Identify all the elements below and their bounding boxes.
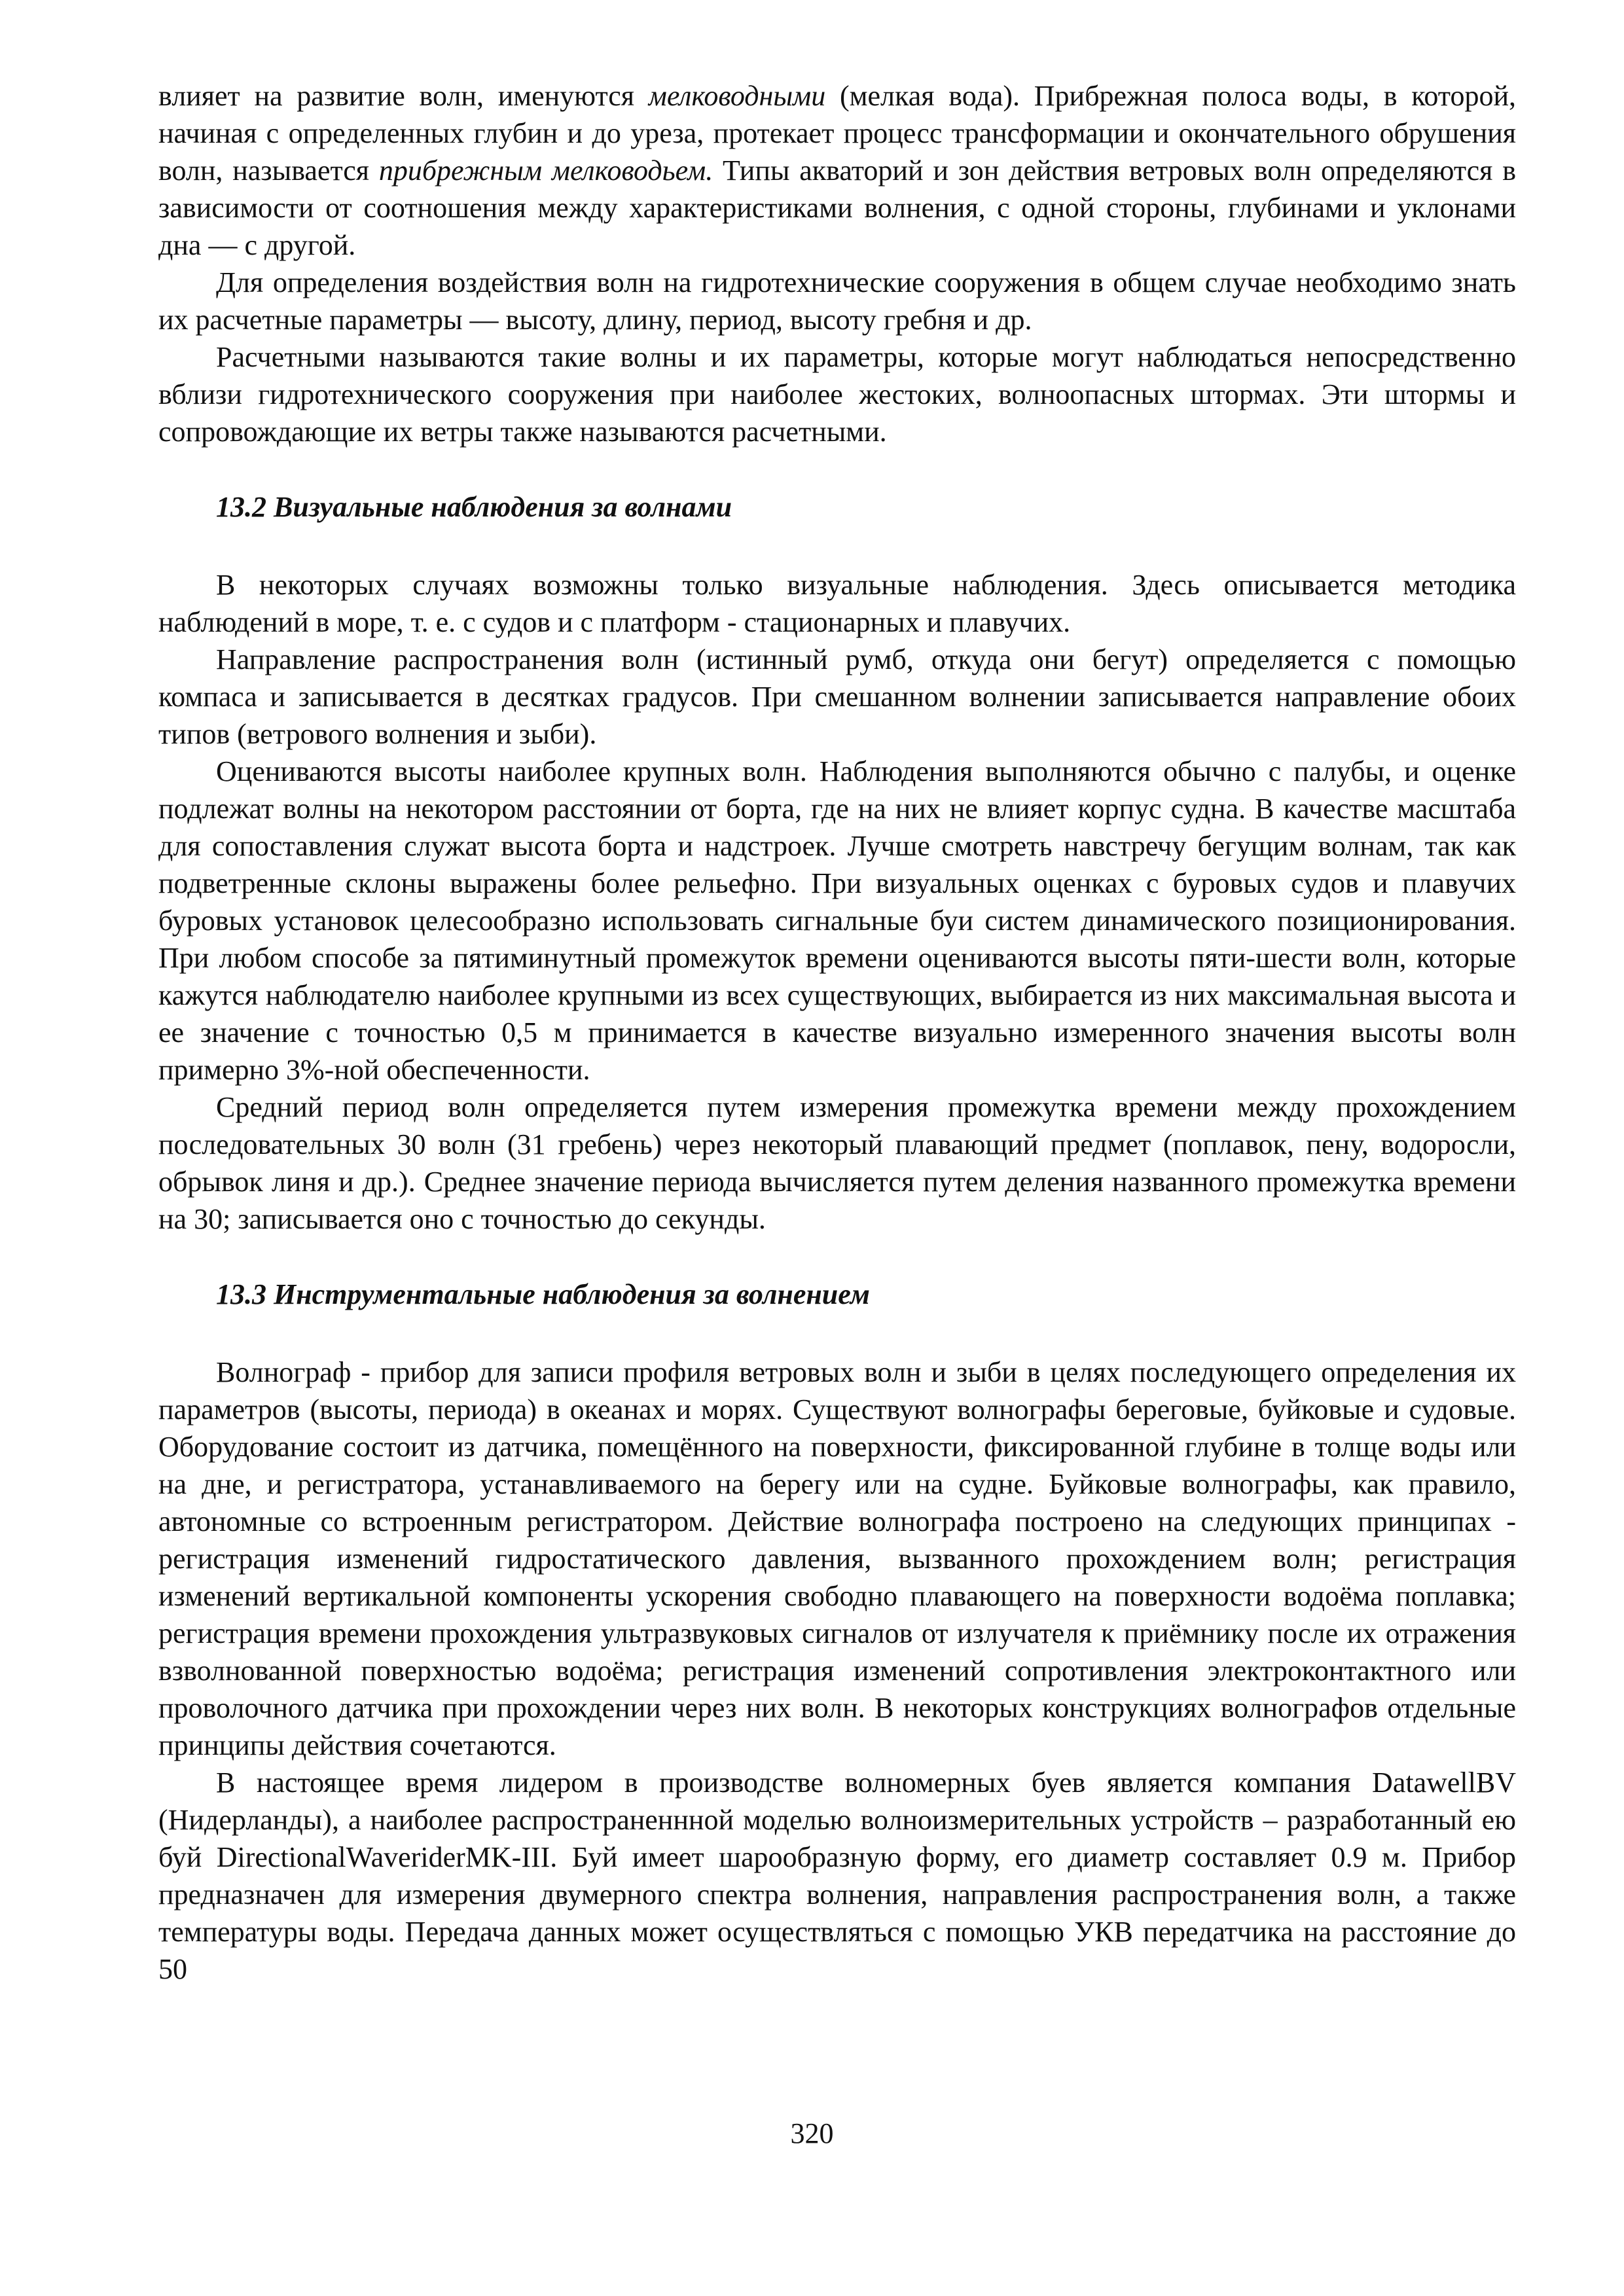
page-number: 320	[790, 2117, 834, 2149]
paragraph-wave-recorder: Волнограф - прибор для записи профиля ветровых волн и зыби в целях последующего определения их параметров (высоты, периода) в океанах и морях. Существуют волнографы береговые, буйковые и судовые. Оборудование состоит из датчика, помещённого на поверхности, фиксированной глубине в толще воды или на дне, и регистратора, устанавливаемого на берегу или на судне. Буйковые волнографы, как правило, автономные со встроенным регистратором. Действие волнографа построено на следующих принципах - регистрация изменений гидростатического давления, вызванного прохождением волн; регистрация изменений вертикальной компоненты ускорения свободно плавающего на поверхности водоёма поплавка; регистрация времени прохождения ультразвуковых сигналов от излучателя к приёмнику после их отражения взволнованной поверхностью водоёма; регистрация изменений сопротивления электроконтактного или проволочного датчика при прохождении через них волн. В некоторых конструкциях волнографов отдельные принципы действия сочетаются.	[158, 1356, 1516, 1761]
text-run: (мелкая вода). Прибрежная полоса воды, в которой, начиная с определенных глубин и до уреза, протекает процесс трансформации и окончательного обрушения волн, называется	[158, 80, 1517, 187]
section-heading-visual-observations: 13.2 Визуальные наблюдения за волнами	[216, 491, 732, 523]
paragraph-visual-methods: В некоторых случаях возможны только визуальные наблюдения. Здесь описывается методика наблюдений в море, т. е. с судов и с платформ - стационарных и плавучих.	[158, 569, 1516, 638]
paragraph-datawell-buoy: В настоящее время лидером в производстве волномерных буев является компания DatawellBV (Нидерланды), а наиболее распространеннной моделью волноизмерительных устройств – разработанный ею буй DirectionalWaveriderMK-III. Буй имеет шарообразную форму, его диаметр составляет 0.9 м. Прибор предназначен для измерения двумерного спектра волнения, направления распространения волн, а также температуры воды. Передача данных может осуществляться с помощью УКВ передатчика на расстояние до 50	[158, 1767, 1516, 1985]
text-run: влияет на развитие волн, именуются	[158, 80, 649, 112]
term-shallow-water: мелководными	[648, 80, 826, 112]
term-coastal-shallows: прибрежным мелководьем.	[378, 154, 713, 187]
text-run: Типы акваторий и зон действия ветровых волн определяются в зависимости от соотношения между характеристиками волнения, с одной стороны, глубинами и уклонами дна — с другой.	[158, 154, 1516, 261]
paragraph-water-zones	[158, 77, 1516, 264]
paragraph-wave-height: Оцениваются высоты наиболее крупных волн. Наблюдения выполняются обычно с палубы, и оценке подлежат волны на некотором расстоянии от борта, где на них не влияет корпус судна. В качестве масштаба для сопоставления служат высота борта и надстроек. Лучше смотреть навстречу бегущим волнам, так как подветренные склоны выражены более рельефно. При визуальных оценках с буровых судов и плавучих буровых установок целесообразно использовать сигнальные буи систем динамического позиционирования. При любом способе за пятиминутный промежуток времени оцениваются высоты пяти-шести волн, которые кажутся наблюдателю наиболее крупными из всех существующих, выбирается из них максимальная высота и ее значение с точностью 0,5 м принимается в качестве визуально измеренного значения высоты волн примерно 3%-ной обеспеченности.	[158, 755, 1516, 1086]
paragraph-design-waves: Расчетными называются такие волны и их параметры, которые могут наблюдаться непосредственно вблизи гидротехнического сооружения при наиболее жестоких, волноопасных штормах. Эти штормы и сопровождающие их ветры также называются расчетными.	[158, 341, 1516, 448]
page-content	[158, 77, 1516, 1988]
paragraph-wave-direction: Направление распространения волн (истинный румб, откуда они бегут) определяется с помощью компаса и записывается в десятках градусов. При смешанном волнении записывается направление обоих типов (ветрового волнения и зыби).	[158, 643, 1516, 750]
paragraph-design-parameters: Для определения воздействия волн на гидротехнические сооружения в общем случае необходимо знать их расчетные параметры — высоту, длину, период, высоту гребня и др.	[158, 266, 1516, 336]
paragraph-wave-period: Средний период волн определяется путем измерения промежутка времени между прохождением последовательных 30 волн (31 гребень) через некоторый плавающий предмет (поплавок, пену, водоросли, обрывок линя и др.). Среднее значение периода вычисляется путем деления названного промежутка времени на 30; записывается оно с точностью до секунды.	[158, 1091, 1516, 1235]
section-heading-instrumental-observations: 13.3 Инструментальные наблюдения за волнением	[216, 1278, 870, 1310]
